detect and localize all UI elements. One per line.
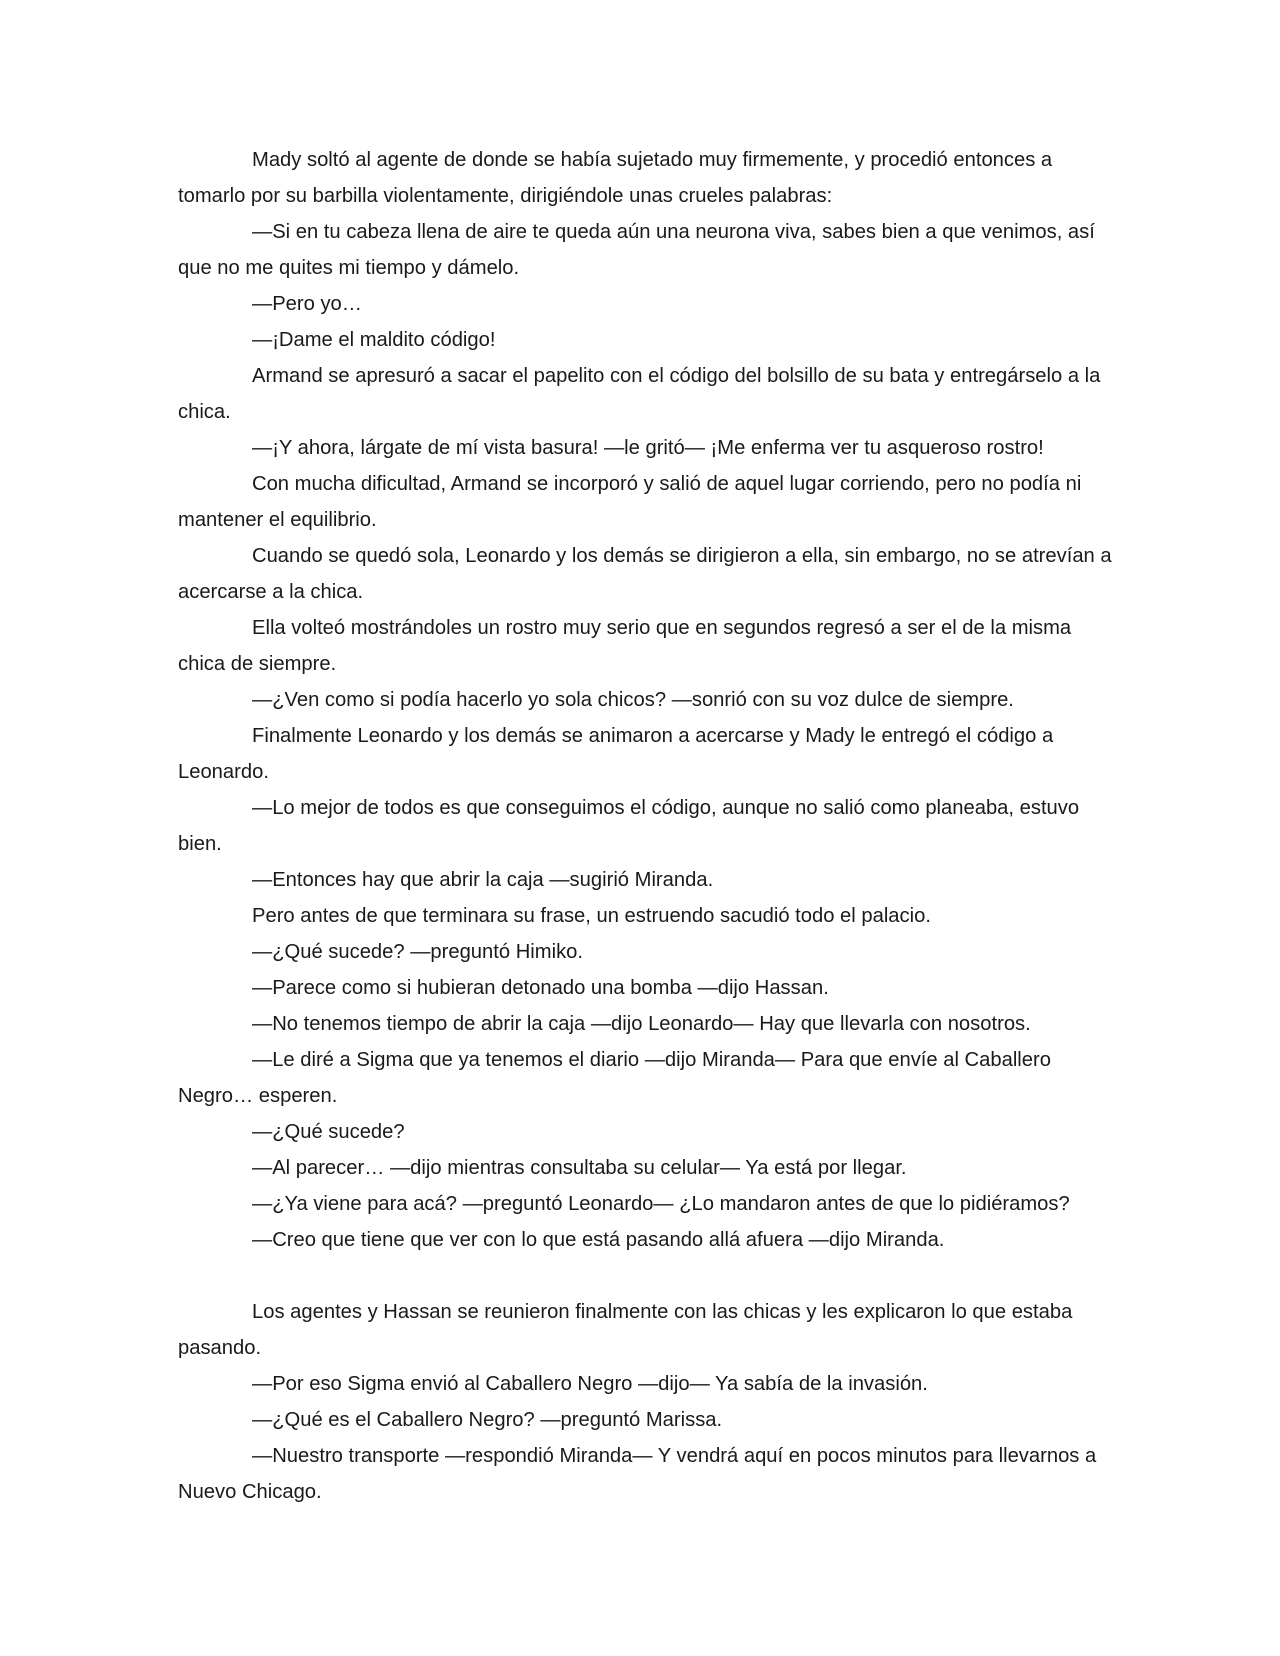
paragraph: —Nuestro transporte —respondió Miranda— Y vendrá aquí en pocos minutos para llevarnos a Nuevo Chicago. (178, 1445, 1097, 1503)
paragraph: —Lo mejor de todos es que conseguimos el código, aunque no salió como planeaba, estuvo bien. (178, 797, 1080, 855)
document-body (178, 142, 1112, 1510)
paragraph: Pero antes de que terminara su frase, un estruendo sacudió todo el palacio. (252, 905, 931, 927)
paragraph: —Si en tu cabeza llena de aire te queda aún una neurona viva, sabes bien a que venimos, así que no me quites mi tiempo y dámelo. (178, 221, 1095, 279)
paragraph: Armand se apresuró a sacar el papelito con el código del bolsillo de su bata y entregárselo a la chica. (178, 365, 1101, 423)
paragraph: —Creo que tiene que ver con lo que está pasando allá afuera —dijo Miranda. (252, 1229, 945, 1251)
paragraph: —Pero yo… (252, 293, 362, 315)
paragraph: —¿Ven como si podía hacerlo yo sola chicos? —sonrió con su voz dulce de siempre. (252, 689, 1014, 711)
paragraph: —Le diré a Sigma que ya tenemos el diario —dijo Miranda— Para que envíe al Caballero Negro… esperen. (178, 1049, 1051, 1107)
paragraph: Mady soltó al agente de donde se había sujetado muy firmemente, y procedió entonces a tomarlo por su barbilla violentamente, dirigiéndole unas crueles palabras: (178, 149, 1053, 207)
paragraph: —¡Dame el maldito código! (252, 329, 496, 351)
paragraph: —¿Qué es el Caballero Negro? —preguntó Marissa. (252, 1409, 723, 1431)
paragraph: —¿Qué sucede? —preguntó Himiko. (252, 941, 584, 963)
paragraph: —¿Ya viene para acá? —preguntó Leonardo— ¿Lo mandaron antes de que lo pidiéramos? (252, 1193, 1070, 1215)
paragraph: Con mucha dificultad, Armand se incorporó y salió de aquel lugar corriendo, pero no podía ni mantener el equilibrio. (178, 473, 1082, 531)
paragraph: —No tenemos tiempo de abrir la caja —dijo Leonardo— Hay que llevarla con nosotros. (252, 1013, 1031, 1035)
paragraph: —Al parecer… —dijo mientras consultaba su celular— Ya está por llegar. (252, 1157, 907, 1179)
paragraph: —¿Qué sucede? (252, 1121, 405, 1143)
paragraph: Los agentes y Hassan se reunieron finalmente con las chicas y les explicaron lo que estaba pasando. (178, 1301, 1073, 1359)
blank-line (178, 1258, 1112, 1294)
paragraph: Ella volteó mostrándoles un rostro muy serio que en segundos regresó a ser el de la misma chica de siempre. (178, 617, 1072, 675)
paragraph: —Por eso Sigma envió al Caballero Negro —dijo— Ya sabía de la invasión. (252, 1373, 928, 1395)
paragraph: —Parece como si hubieran detonado una bomba —dijo Hassan. (252, 977, 829, 999)
paragraph: —¡Y ahora, lárgate de mí vista basura! —le gritó— ¡Me enferma ver tu asqueroso rostro! (252, 437, 1044, 459)
paragraph: —Entonces hay que abrir la caja —sugirió Miranda. (252, 869, 714, 891)
paragraph: Cuando se quedó sola, Leonardo y los demás se dirigieron a ella, sin embargo, no se atrevían a acercarse a la chica. (178, 545, 1112, 603)
paragraph: Finalmente Leonardo y los demás se animaron a acercarse y Mady le entregó el código a Leonardo. (178, 725, 1054, 783)
